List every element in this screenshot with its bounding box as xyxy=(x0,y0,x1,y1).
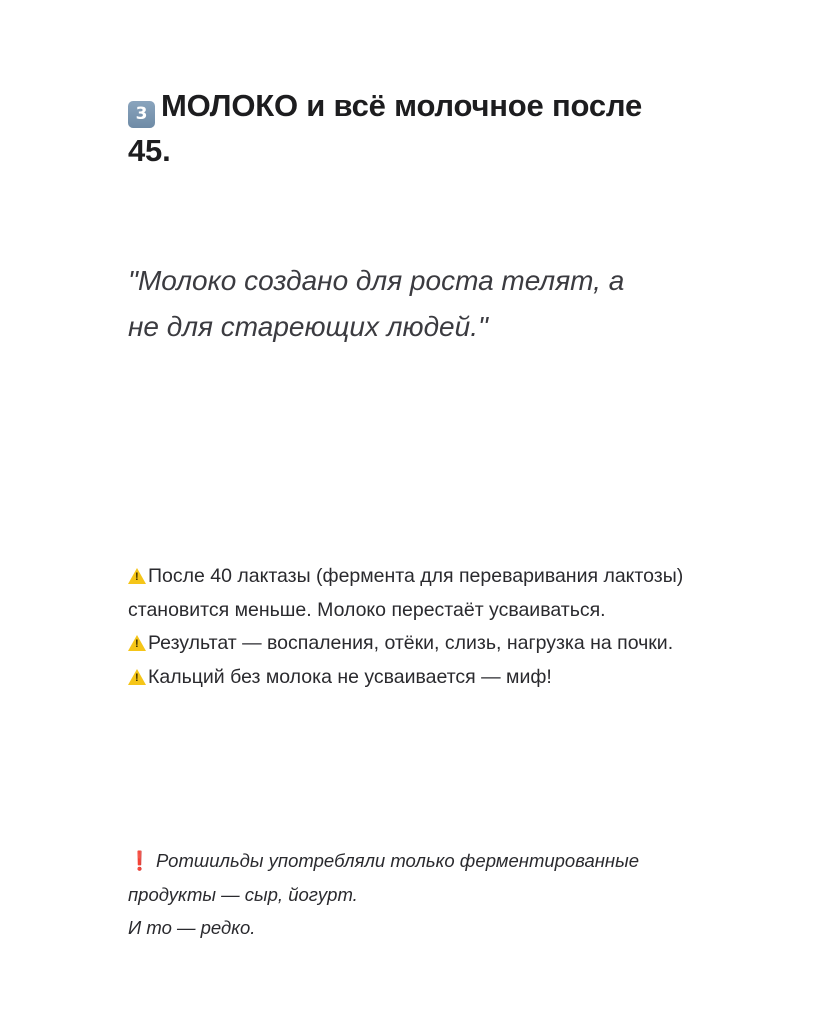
list-item-label: Кальций без молока не усваивается — миф! xyxy=(148,665,552,688)
list-item xyxy=(128,627,688,661)
pull-quote: "Молоко создано для роста телят, а не для стареющих людей." xyxy=(128,265,625,342)
list-item xyxy=(128,560,688,627)
warning-triangle-icon xyxy=(128,635,146,651)
page-title xyxy=(128,84,648,174)
red-exclamation-icon: ❗ xyxy=(128,851,152,872)
warning-list xyxy=(128,560,688,694)
footer-note-line-1 xyxy=(128,845,688,912)
warning-triangle-icon xyxy=(128,568,146,584)
list-item xyxy=(128,661,688,695)
footer-note xyxy=(128,845,688,945)
list-item-label: Результат — воспаления, отёки, слизь, нагрузка на почки. xyxy=(148,632,674,655)
keycap-three-icon: 3 xyxy=(128,101,155,128)
warning-triangle-icon xyxy=(128,669,146,685)
footer-note-text-1: Ротшильды употребляли только ферментированные продукты — сыр, йогурт. xyxy=(128,850,640,905)
list-item-label: После 40 лактазы (фермента для переваривания лактозы) становится меньше. Молоко перестаёт усваиваться. xyxy=(128,565,684,621)
footer-note-line-2: И то — редко. xyxy=(128,916,256,938)
page-title-text: МОЛОКО и всё молочное после 45. xyxy=(128,88,642,168)
